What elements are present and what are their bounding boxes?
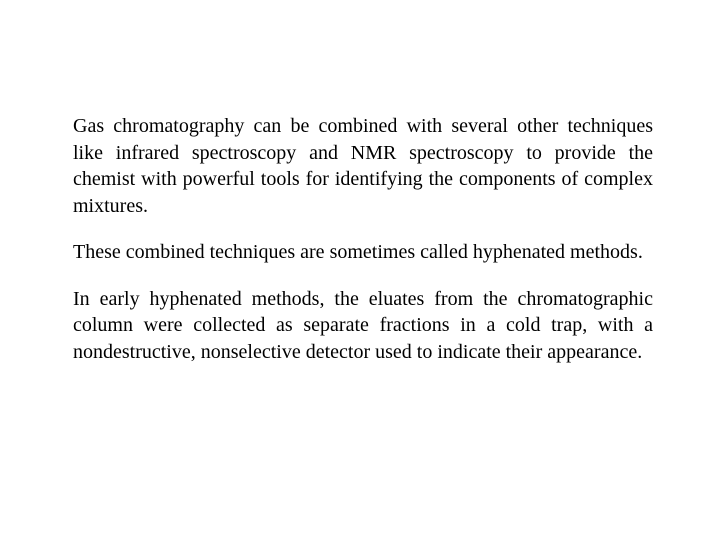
paragraph-gc-combined: Gas chromatography can be combined with several other techniques like infrared spectroscopy and NMR spectroscopy to provide the chemist with powerful tools for identifying the components of complex mixtures.: [73, 115, 653, 217]
body-text: [73, 113, 653, 385]
paragraph-hyphenated-methods: These combined techniques are sometimes called hyphenated methods.: [73, 241, 643, 263]
paragraph-early-methods: In early hyphenated methods, the eluates from the chromatographic column were collected as separate fractions in a cold trap, with a nondestructive, nonselective detector used to indicate their appearance.: [73, 287, 653, 363]
